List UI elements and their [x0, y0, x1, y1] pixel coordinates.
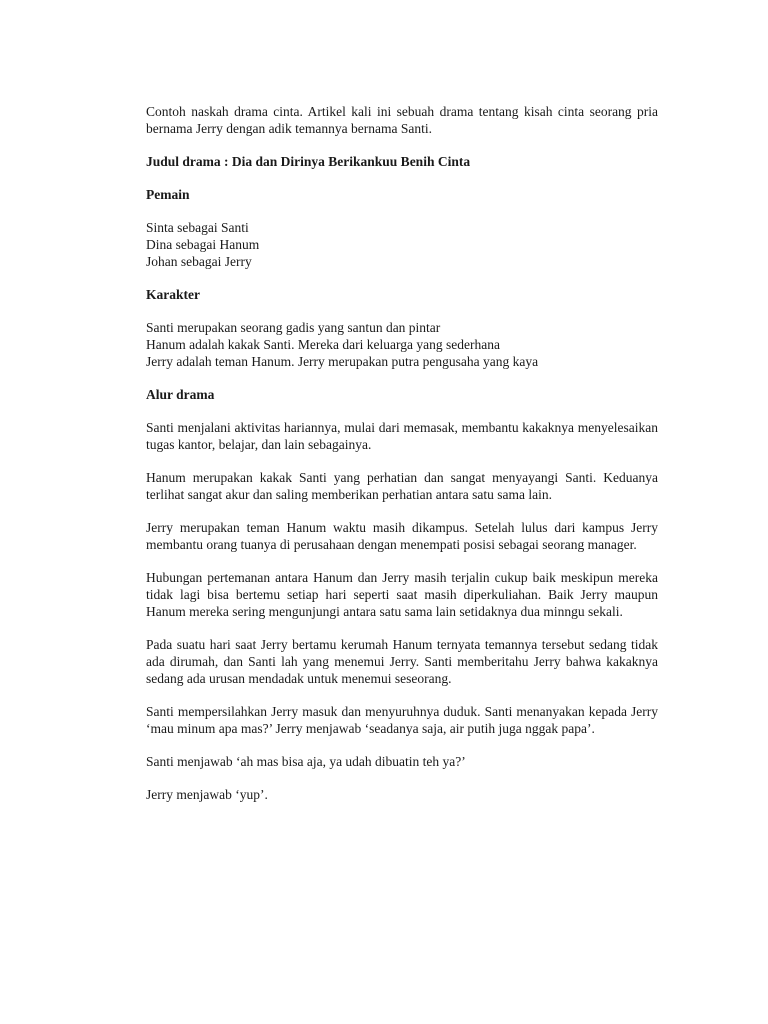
intro-paragraph: Contoh naskah drama cinta. Artikel kali ini sebuah drama tentang kisah cinta seorang pria bernama Jerry dengan adik temannya bernama Santi.: [146, 104, 658, 136]
alur-heading: Alur drama: [146, 387, 215, 402]
pemain-item: Dina sebagai Hanum: [146, 237, 260, 252]
document-page: [146, 103, 658, 819]
alur-paragraph: Jerry merupakan teman Hanum waktu masih dikampus. Setelah lulus dari kampus Jerry membantu orang tuanya di perusahaan dengan menempati posisi sebagai seorang manager.: [146, 520, 658, 552]
alur-paragraph: Hubungan pertemanan antara Hanum dan Jerry masih terjalin cukup baik meskipun mereka tidak lagi bisa bertemu setiap hari seperti saat masih diperkuliahan. Baik Jerry maupun Hanum mereka sering mengunjungi antara satu sama lain setidaknya dua minngu sekali.: [146, 570, 658, 619]
drama-title: Judul drama : Dia dan Dirinya Berikankuu Benih Cinta: [146, 154, 471, 169]
alur-paragraph: Santi menjawab ‘ah mas bisa aja, ya udah dibuatin teh ya?’: [146, 754, 466, 769]
karakter-item: Hanum adalah kakak Santi. Mereka dari keluarga yang sederhana: [146, 337, 500, 352]
karakter-list: [146, 319, 658, 370]
alur-paragraph: Hanum merupakan kakak Santi yang perhatian dan sangat menyayangi Santi. Keduanya terlihat sangat akur dan saling memberikan perhatian antara satu sama lain.: [146, 470, 658, 502]
alur-paragraph: Pada suatu hari saat Jerry bertamu kerumah Hanum ternyata temannya tersebut sedang tidak ada dirumah, dan Santi lah yang menemui Jerry. Santi memberitahu Jerry bahwa kakaknya sedang ada urusan mendadak untuk menemui seseorang.: [146, 637, 658, 686]
karakter-item: Jerry adalah teman Hanum. Jerry merupakan putra pengusaha yang kaya: [146, 354, 539, 369]
alur-paragraph: Santi mempersilahkan Jerry masuk dan menyuruhnya duduk. Santi menanyakan kepada Jerry ‘mau minum apa mas?’ Jerry menjawab ‘seadanya saja, air putih juga nggak papa’.: [146, 704, 658, 736]
karakter-heading: Karakter: [146, 287, 200, 302]
alur-paragraph: Jerry menjawab ‘yup’.: [146, 787, 268, 802]
pemain-item: Johan sebagai Jerry: [146, 254, 252, 269]
karakter-item: Santi merupakan seorang gadis yang santun dan pintar: [146, 320, 441, 335]
pemain-heading: Pemain: [146, 187, 190, 202]
pemain-item: Sinta sebagai Santi: [146, 220, 249, 235]
alur-paragraph: Santi menjalani aktivitas hariannya, mulai dari memasak, membantu kakaknya menyelesaikan tugas kantor, belajar, dan lain sebagainya.: [146, 420, 658, 452]
pemain-list: [146, 219, 658, 270]
